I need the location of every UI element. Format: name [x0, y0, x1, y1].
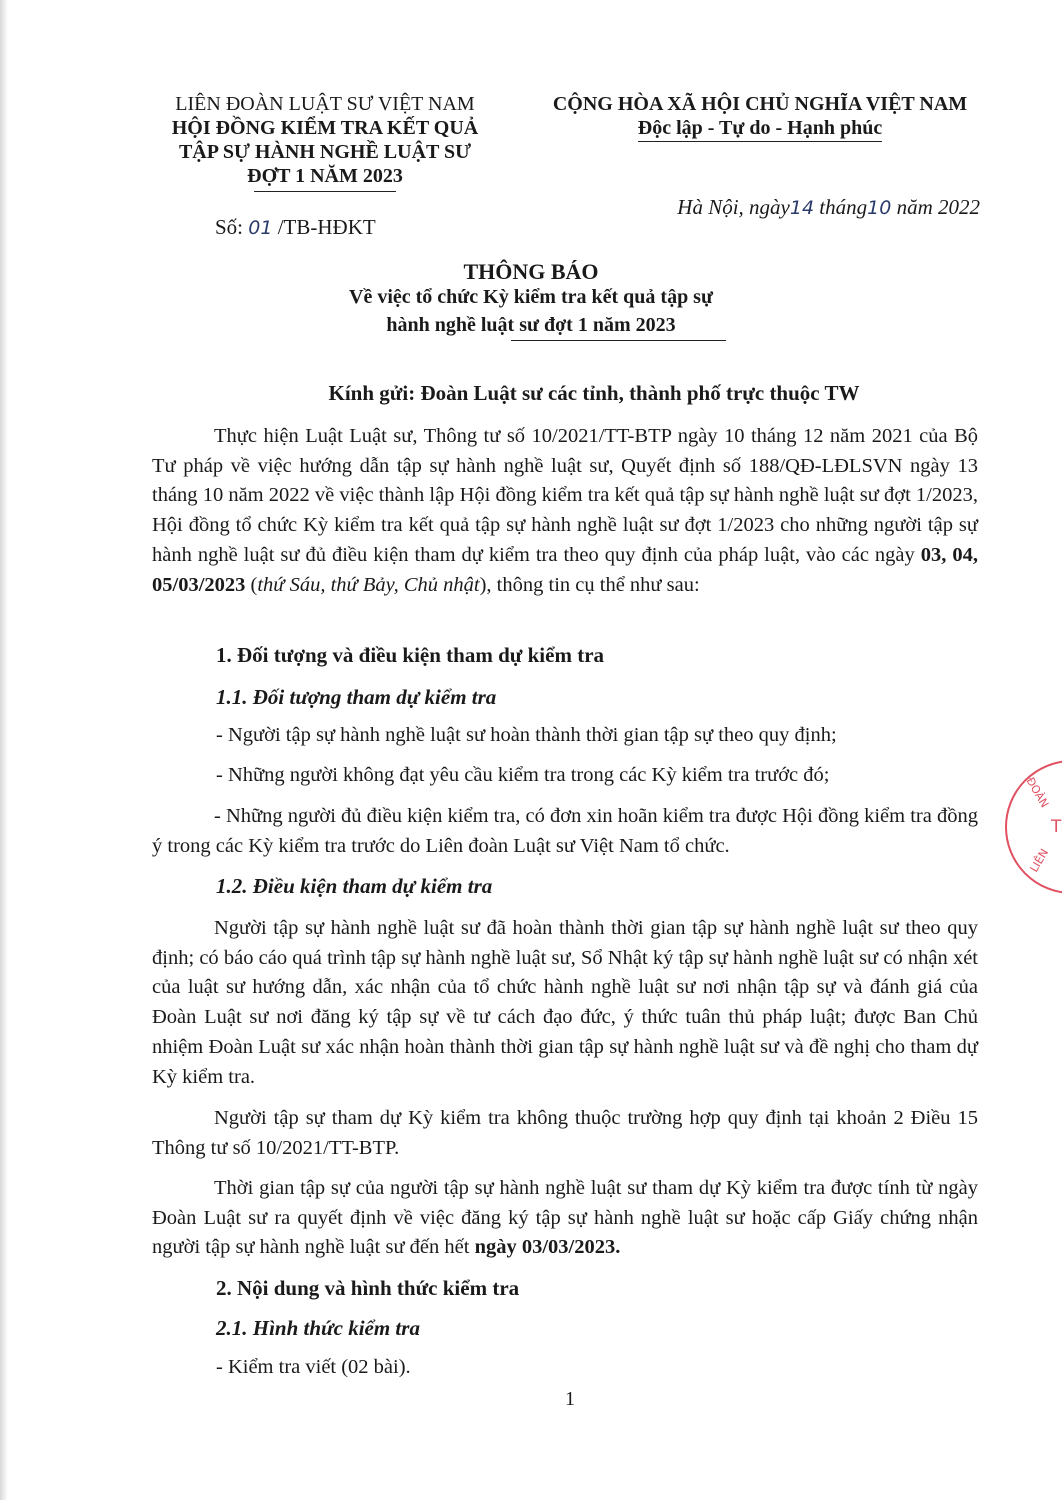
notice-title: THÔNG BÁO	[463, 259, 599, 284]
exclusion-paragraph	[152, 1104, 978, 1163]
issuer-line-3: TẬP SỰ HÀNH NGHỀ LUẬT SƯ	[178, 141, 472, 163]
national-motto: Độc lập - Tự do - Hạnh phúc	[638, 116, 882, 142]
intro-closing: ), thông tin cụ thể như sau:	[479, 573, 700, 596]
handwritten-day: 14	[789, 197, 815, 219]
duration-paragraph	[152, 1174, 978, 1263]
issuer-underline	[254, 191, 396, 192]
exam-dates: 03, 04, 05/03/2023	[152, 543, 978, 596]
issuer-line-4: ĐỢT 1 NĂM 2023	[247, 165, 403, 187]
intro-paragraph	[152, 422, 978, 600]
section-2-1-title: 2.1. Hình thức kiểm tra	[216, 1316, 420, 1340]
place-label: Hà Nội, ngày	[677, 195, 790, 219]
exam-days: thứ Sáu, thứ Bảy, Chủ nhật	[257, 573, 480, 596]
eligibility-item-3	[152, 802, 978, 861]
notice-subtitle-2: hành nghề luật sư đợt 1 năm 2023	[386, 314, 676, 336]
eligibility-item-2: - Những người không đạt yêu cầu kiểm tra trong các Kỳ kiểm tra trước đó;	[216, 764, 830, 786]
place-date	[560, 195, 980, 220]
stamp-text-2: LIÊN	[1027, 846, 1052, 875]
scan-edge-shadow	[0, 0, 8, 1500]
stamp-text-3: T	[1051, 817, 1062, 837]
page-number: 1	[565, 1388, 575, 1410]
doc-number-suffix: /TB-HĐKT	[272, 215, 376, 239]
issuer-line-2: HỘI ĐỒNG KIỂM TRA KẾT QUẢ	[171, 117, 479, 139]
recipient-line: Kính gửi: Đoàn Luật sư các tỉnh, thành phố trực thuộc TW	[328, 381, 860, 405]
doc-number-prefix: Số:	[215, 215, 249, 239]
exclusion-text: Người tập sự tham dự Kỳ kiểm tra không thuộc trường hợp quy định tại khoản 2 Điều 15 Thông tư số 10/2021/TT-BTP.	[152, 1107, 978, 1159]
issuer-line-1: LIÊN ĐOÀN LUẬT SƯ VIỆT NAM	[175, 93, 475, 115]
section-2-title: 2. Nội dung và hình thức kiểm tra	[216, 1276, 520, 1300]
intro-paren: (	[245, 573, 258, 596]
conditions-paragraph	[152, 914, 978, 1092]
red-seal-stamp	[1005, 760, 1062, 894]
conditions-text: Người tập sự hành nghề luật sư đã hoàn thành thời gian tập sự hành nghề luật sư theo quy định; có báo cáo quá trình tập sự hành nghề luật sư, Sổ Nhật ký tập sự hành nghề luật sư có nhận xét của luật sư hướng dẫn, xác nhận của tổ chức hành nghề luật sư nơi nhận tập sự và đánh giá của Đoàn Luật sư nơi đăng ký tập sự về tư cách đạo đức, ý thức tuân thủ pháp luật; được Ban Chủ nhiệm Đoàn Luật sư xác nhận hoàn thành thời gian tập sự hành nghề luật sư và đề nghị cho tham dự Kỳ kiểm tra.	[152, 917, 978, 1088]
issuer-header	[140, 92, 510, 188]
month-label: tháng	[814, 195, 868, 219]
handwritten-doc-number: 01	[248, 217, 273, 239]
year-label: năm 2022	[891, 195, 980, 219]
notice-subtitle-1: Về việc tổ chức Kỳ kiểm tra kết quả tập sự	[349, 286, 713, 308]
stamp-text-1: ĐOÀN	[1023, 775, 1052, 810]
cutoff-date: ngày 03/03/2023.	[474, 1236, 621, 1259]
eligibility-item-1: - Người tập sự hành nghề luật sư hoàn thành thời gian tập sự theo quy định;	[216, 724, 837, 746]
duration-text: Thời gian tập sự của người tập sự hành nghề luật sư tham dự Kỳ kiểm tra được tính từ ngày Đoàn Luật sư ra quyết định về việc đăng ký tập sự hành nghề luật sư hoặc cấp Giấy chứng nhận người tập sự hành nghề luật sư đến hết	[152, 1177, 978, 1259]
document-number	[215, 215, 376, 240]
national-title: CỘNG HÒA XÃ HỘI CHỦ NGHĨA VIỆT NAM	[552, 93, 968, 115]
eligibility-item-3-text: - Những người đủ điều kiện kiểm tra, có đơn xin hoãn kiểm tra được Hội đồng kiểm tra đồng ý trong các Kỳ kiểm tra trước do Liên đoàn Luật sư Việt Nam tổ chức.	[152, 805, 978, 857]
section-1-1-title: 1.1. Đối tượng tham dự kiểm tra	[216, 685, 497, 709]
subtitle-underline	[511, 340, 726, 341]
section-1-title: 1. Đối tượng và điều kiện tham dự kiểm tra	[216, 643, 605, 667]
handwritten-month: 10	[867, 197, 892, 219]
national-header	[520, 92, 1000, 142]
section-1-2-title: 1.2. Điều kiện tham dự kiểm tra	[216, 874, 493, 898]
exam-format-item-1: - Kiểm tra viết (02 bài).	[216, 1356, 411, 1378]
intro-text: Thực hiện Luật Luật sư, Thông tư số 10/2021/TT-BTP ngày 10 tháng 12 năm 2021 của Bộ Tư pháp về việc hướng dẫn tập sự hành nghề luật sư, Quyết định số 188/QĐ-LĐLSVN ngày 13 tháng 10 năm 2022 về việc thành lập Hội đồng kiểm tra kết quả tập sự hành nghề luật sư đợt 1/2023, Hội đồng tổ chức Kỳ kiểm tra kết quả tập sự hành nghề luật sư đợt 1/2023 cho những người tập sự hành nghề luật sư đủ điều kiện tham dự kiểm tra theo quy định của pháp luật, vào các ngày	[152, 425, 978, 566]
